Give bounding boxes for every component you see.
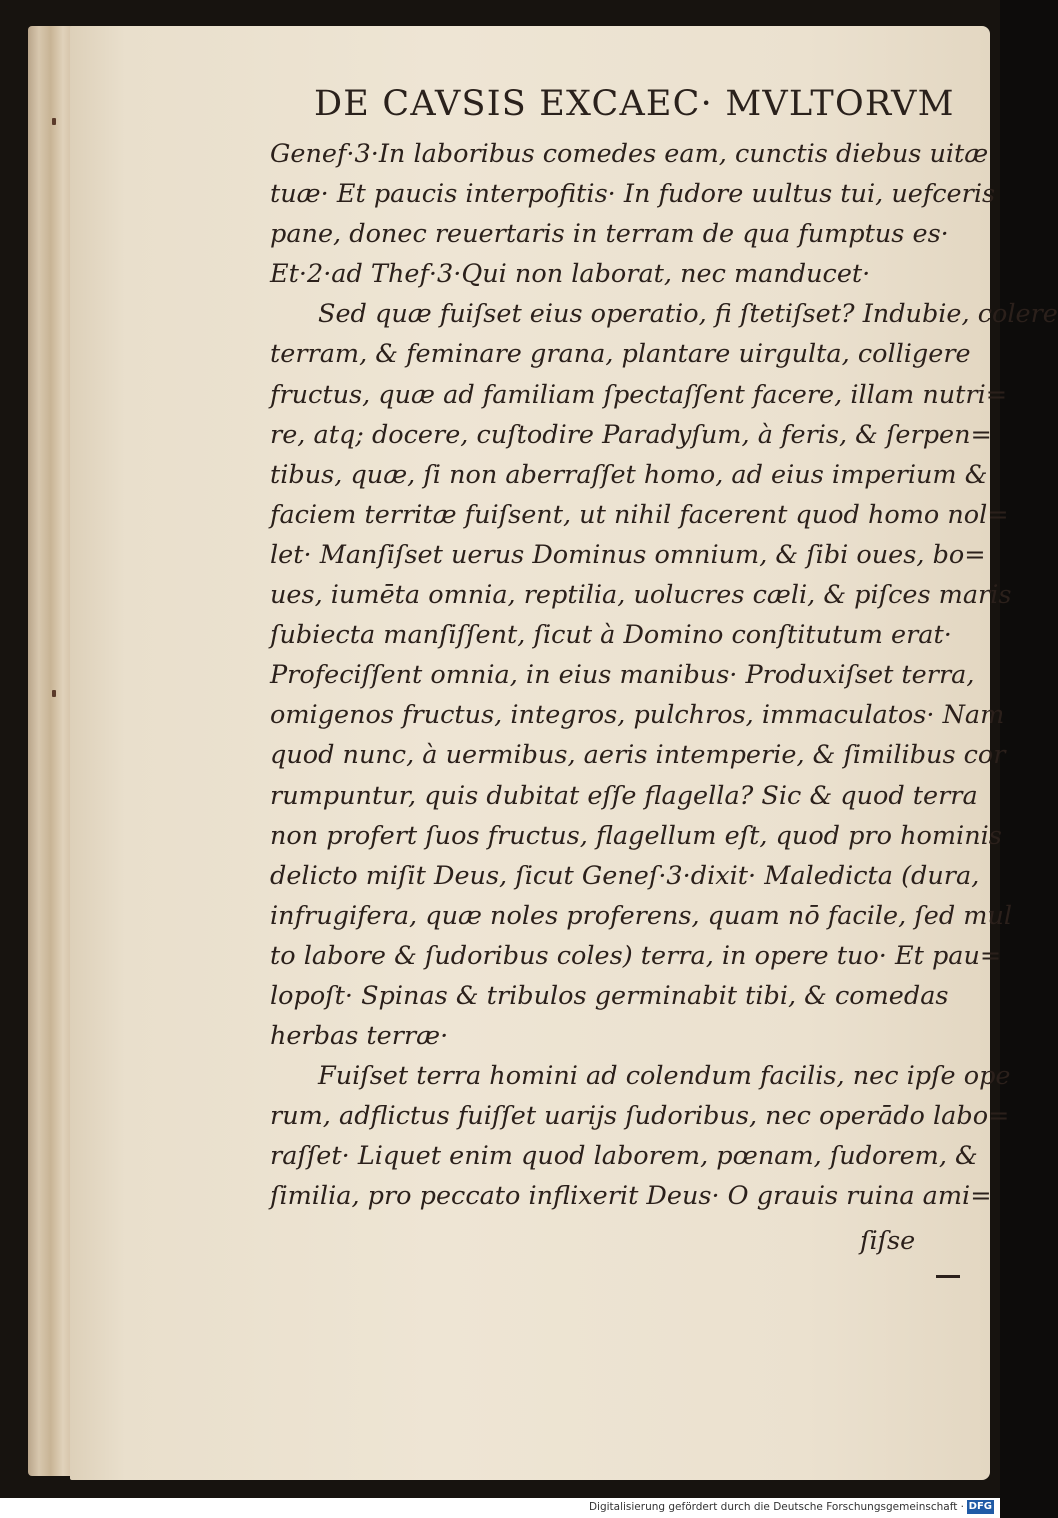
text-line: ſubiecta manſiſſent, ſicut à Domino conſtitutum erat· — [270, 620, 952, 651]
text-line: herbas terræ· — [270, 1021, 449, 1052]
text-line: pane, donec reuertaris in terram de qua fumptus es· — [270, 219, 949, 250]
text-line: lopoſt· Spinas & tribulos germinabit tibi, & comedas — [270, 980, 949, 1011]
text-line: quod nunc, à uermibus, aeris intemperie, & ſimilibus cor — [270, 740, 1006, 771]
text-line: terram, & feminare grana, plantare uirgulta, colligere — [270, 339, 971, 370]
footer-credit: Digitalisierung gefördert durch die Deutsche Forschungsgemeinschaft · — [588, 1501, 964, 1513]
text-line: re, atq; docere, cuſtodire Paradyſum, à feris, & ſerpen= — [270, 419, 992, 450]
text-line: raſſet· Liquet enim quod laborem, pœnam, ſudorem, & — [270, 1141, 978, 1172]
page-edge-mark — [52, 690, 56, 697]
text-line: fructus, quæ ad familiam ſpectaſſent facere, illam nutri= — [270, 379, 1008, 410]
text-line: tibus, quæ, ſi non aberraſſet homo, ad eius imperium & — [270, 459, 988, 490]
text-line: let· Manſiſset uerus Dominus omnium, & ſibi oues, bo= — [270, 539, 986, 570]
dfg-logo: DFG — [968, 1501, 992, 1512]
text-line: non profert ſuos fructus, flagellum eſt, quod pro hominis — [270, 820, 1002, 851]
text-line: delicto miſit Deus, ſicut Geneſ·3·dixit· Maledicta (dura, — [270, 860, 980, 891]
catchword: ſiſse — [860, 1226, 916, 1256]
text-line: tuæ· Et paucis interpofitis· In fudore uultus tui, uefceris — [270, 179, 996, 210]
running-head: DE CAVSIS EXCAEC· MVLTORVM — [314, 84, 955, 124]
text-line: ſimilia, pro peccato inflixerit Deus· O grauis ruina ami= — [270, 1181, 992, 1212]
text-line: Genef·3·In laboribus comedes eam, cunctis diebus uitæ — [270, 139, 989, 169]
text-line: Sed quæ fuiſset eius operatio, fi ſtetiſset? Indubie, colere — [318, 299, 1058, 330]
text-line: to labore & ſudoribus coles) terra, in opere tuo· Et pau= — [270, 940, 1002, 971]
page-dash — [936, 1275, 960, 1278]
text-line: rumpuntur, quis dubitat eſſe flagella? Sic & quod terra — [270, 780, 978, 811]
footer-bar — [0, 1498, 1000, 1518]
text-line: rum, adflictus fuiſſet uarijs ſudoribus, nec operādo labo= — [270, 1101, 1010, 1132]
text-line: infrugifera, quæ noles proferens, quam nō facile, ſed mul — [270, 900, 1013, 931]
text-line: ues, iumēta omnia, reptilia, uolucres cæli, & piſces maris — [270, 580, 1012, 611]
text-line: omigenos fructus, integros, pulchros, immaculatos· Nam — [270, 700, 1005, 731]
page-edge-mark — [52, 118, 56, 125]
text-line: Et·2·ad Thef·3·Qui non laborat, nec manducet· — [270, 259, 871, 290]
text-line: Profeciſſent omnia, in eius manibus· Produxiſset terra, — [270, 660, 975, 691]
text-line: Fuiſset terra homini ad colendum facilis, nec ipſe ope — [318, 1061, 1011, 1092]
body-text — [270, 134, 1058, 1217]
text-line: faciem territæ fuiſsent, ut nihil facerent quod homo nol= — [270, 499, 1009, 530]
